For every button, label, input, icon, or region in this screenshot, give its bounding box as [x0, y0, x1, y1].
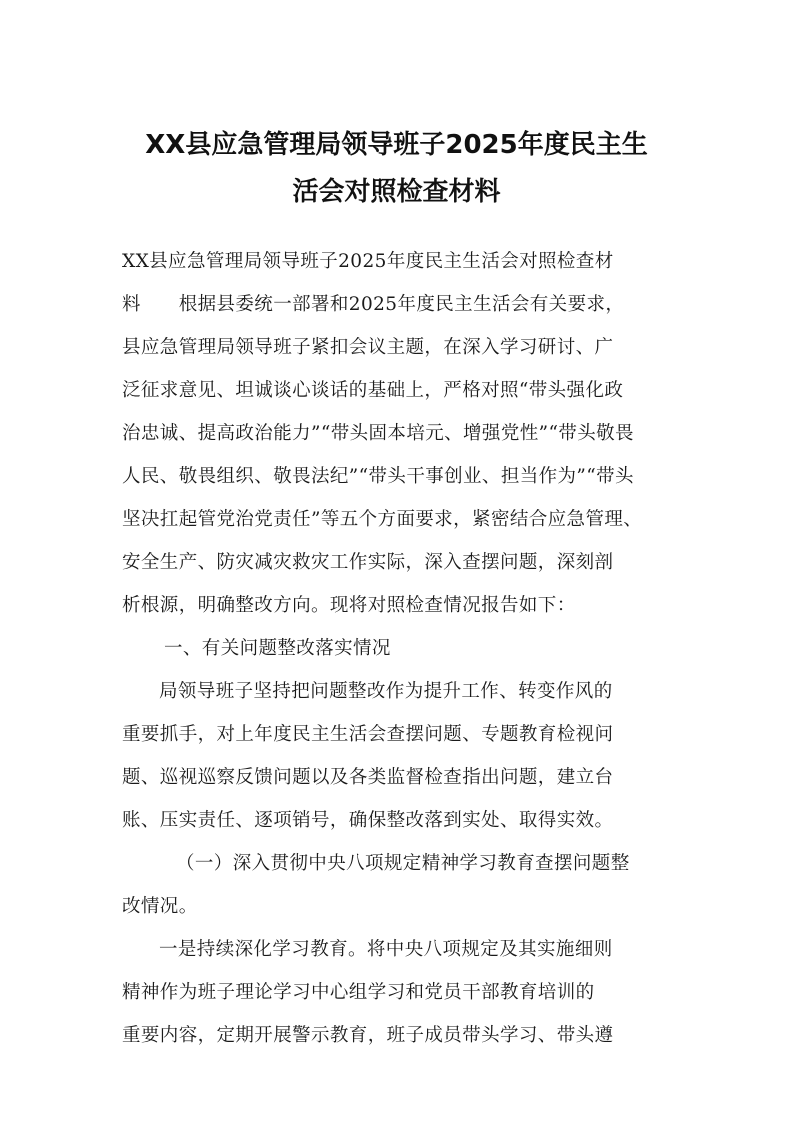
body-line: 重要内容，定期开展警示教育，班子成员带头学习、带头遵 — [122, 1025, 614, 1046]
body-line: 坚决扛起管党治党责任”等五个方面要求，紧密结合应急管理、 — [122, 509, 643, 530]
body-line: 析根源，明确整改方向。现将对照检查情况报告如下： — [122, 595, 576, 616]
body-line: 料 根据县委统一部署和2025年度民主生活会有关要求， — [122, 294, 625, 315]
body-line: 县应急管理局领导班子紧扣会议主题，在深入学习研讨、广 — [122, 337, 614, 358]
body-line: 一是持续深化学习教育。将中央八项规定及其实施细则 — [159, 939, 613, 960]
section-heading: 一、有关问题整改落实情况 — [164, 638, 391, 659]
body-line: 重要抓手，对上年度民主生活会查摆问题、专题教育检视问 — [122, 724, 614, 745]
body-line: XX县应急管理局领导班子2025年度民主生活会对照检查材 — [122, 251, 614, 272]
body-line: 泛征求意见、坦诚谈心谈话的基础上，严格对照“带头强化政 — [122, 380, 624, 401]
body-line: 人民、敬畏组织、敬畏法纪”“带头干事创业、担当作为”“带头 — [122, 466, 634, 487]
document-title-line-1: XX县应急管理局领导班子2025年度民主生 — [145, 130, 648, 160]
body-line: 题、巡视巡察反馈问题以及各类监督检查指出问题，建立台 — [122, 767, 614, 788]
subsection-heading: （一）深入贯彻中央八项规定精神学习教育查摆问题整 — [176, 853, 630, 874]
body-line: 局领导班子坚持把问题整改作为提升工作、转变作风的 — [159, 681, 613, 702]
body-line: 治忠诚、提高政治能力”“带头固本培元、增强党性”“带头敬畏 — [122, 423, 634, 444]
body-line: 安全生产、防灾减灾救灾工作实际，深入查摆问题，深刻剖 — [122, 552, 614, 573]
body-line: 改情况。 — [122, 896, 198, 917]
body-line: 账、压实责任、逐项销号，确保整改落到实处、取得实效。 — [122, 810, 614, 831]
document-title-line-2: 活会对照检查材料 — [292, 177, 501, 207]
body-line: 精神作为班子理论学习中心组学习和党员干部教育培训的 — [122, 982, 595, 1003]
